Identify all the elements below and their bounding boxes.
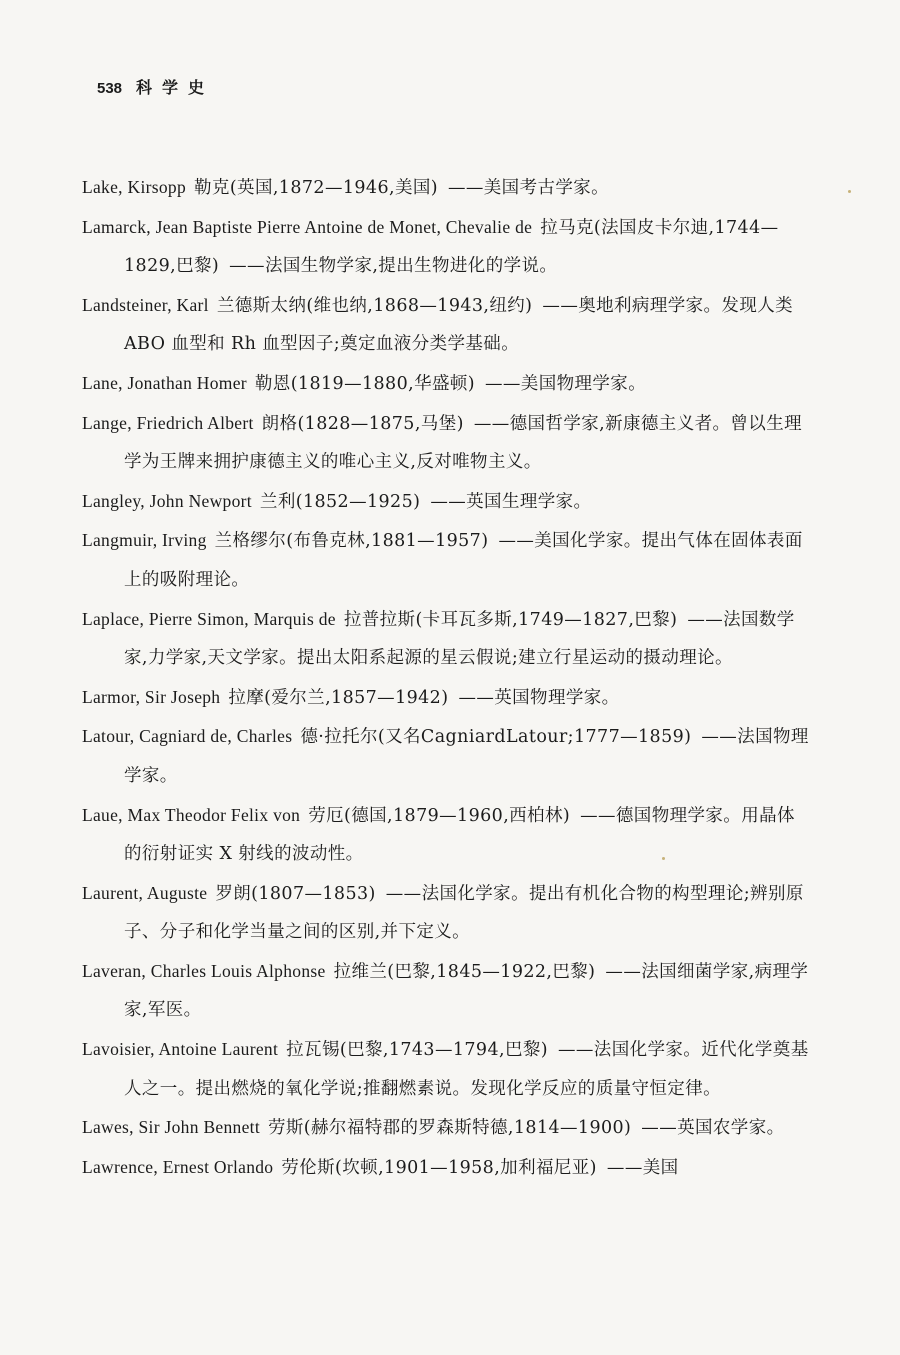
entry-name: Laue, Max Theodor Felix von	[82, 804, 301, 825]
entry-desc: ——英国农学家。	[641, 1118, 785, 1139]
entry-desc: ——美国物理学家。	[485, 373, 647, 394]
entry-name: Lavoisier, Antoine Laurent	[82, 1039, 279, 1060]
entry-name: Lake, Kirsopp	[82, 177, 187, 197]
entry-desc: ——法国化学家。提出有机化合物的构型理论;辨别原子、分子和化学当量之间的区别,并下定义。	[124, 883, 804, 943]
entry-langley	[82, 482, 812, 522]
entry-chinese: 拉普拉斯(卡耳瓦多斯,1749—1827,巴黎)	[343, 609, 678, 630]
glossary-entries	[82, 168, 812, 1187]
entry-laplace	[82, 600, 812, 678]
entry-chinese: 兰利(1852—1925)	[259, 491, 421, 512]
entry-desc: ——法国物理学家。	[124, 727, 809, 786]
entry-desc: ——法国化学家。近代化学奠基人之一。提出燃烧的氧化学说;推翻燃素说。发现化学反应的质量守恒定律。	[124, 1040, 809, 1099]
entry-laveran	[82, 952, 812, 1030]
entry-chinese: 德·拉托尔(又名CagniardLatour;1777—1859)	[300, 727, 692, 748]
entry-chinese: 拉马克(法国皮卡尔迪,1744—1829,巴黎)	[124, 217, 779, 277]
entry-desc: ——法国数学家,力学家,天文学家。提出太阳系起源的星云假说;建立行星运动的摄动理论。	[124, 609, 795, 669]
entry-name: Latour, Cagniard de, Charles	[82, 726, 293, 747]
entry-desc: ——德国哲学家,新康德主义者。曾以生理学为王牌来拥护康德主义的唯心主义,反对唯物主义。	[124, 413, 803, 473]
entry-name: Lange, Friedrich Albert	[82, 412, 254, 433]
entry-desc: ——法国生物学家,提出生物进化的学说。	[229, 256, 558, 277]
entry-lawrence	[82, 1148, 812, 1188]
entry-name: Landsteiner, Karl	[82, 294, 209, 315]
entry-lawes	[82, 1108, 812, 1148]
entry-chinese: 兰德斯太纳(维也纳,1868—1943,纽约)	[216, 295, 533, 316]
entry-laurent	[82, 874, 812, 952]
entry-chinese: 朗格(1828—1875,马堡)	[261, 413, 464, 434]
entry-chinese: 劳厄(德国,1879—1960,西柏林)	[308, 805, 571, 826]
page-number: 538	[97, 80, 123, 97]
entry-lamarck	[82, 208, 812, 286]
entry-desc: ——奥地利病理学家。发现人类 ABO 血型和 Rh 血型因子;奠定血液分类学基础。	[124, 295, 794, 355]
entry-chinese: 劳伦斯(坎顿,1901—1958,加利福尼亚)	[281, 1157, 597, 1178]
book-title: 科学史	[136, 78, 215, 97]
entry-name: Lane, Jonathan Homer	[82, 372, 247, 393]
entry-lavoisier	[82, 1030, 812, 1108]
entry-lake	[82, 168, 812, 208]
entry-langmuir	[82, 521, 812, 599]
entry-chinese: 拉摩(爱尔兰,1857—1942)	[228, 687, 449, 708]
entry-chinese: 勒恩(1819—1880,华盛顿)	[254, 373, 475, 394]
entry-name: Laplace, Pierre Simon, Marquis de	[82, 608, 336, 629]
entry-name: Lawrence, Ernest Orlando	[82, 1156, 274, 1177]
entry-lane	[82, 364, 812, 404]
running-header	[97, 75, 214, 98]
entry-chinese: 劳斯(赫尔福特郡的罗森斯特德,1814—1900)	[268, 1118, 632, 1139]
print-speck	[662, 857, 665, 860]
entry-larmor	[82, 678, 812, 718]
entry-name: Larmor, Sir Joseph	[82, 686, 221, 707]
entry-name: Laurent, Auguste	[82, 882, 208, 903]
entry-desc: ——法国细菌学家,病理学家,军医。	[124, 961, 809, 1021]
entry-landsteiner	[82, 286, 812, 364]
entry-name: Langmuir, Irving	[82, 530, 207, 551]
entry-lange	[82, 404, 812, 482]
entry-chinese: 勒克(英国,1872—1946,美国)	[194, 178, 438, 198]
entry-name: Lamarck, Jean Baptiste Pierre Antoine de Monet, Chevalie de	[82, 216, 533, 237]
entry-name: Langley, John Newport	[82, 490, 252, 511]
entry-desc: ——美国化学家。提出气体在固体表面上的吸附理论。	[124, 531, 803, 590]
entry-latour	[82, 717, 812, 795]
entry-desc: ——美国	[606, 1157, 679, 1178]
entry-chinese: 兰格缪尔(布鲁克林,1881—1957)	[214, 531, 489, 552]
entry-desc: ——美国考古学家。	[447, 178, 610, 198]
entry-chinese: 罗朗(1807—1853)	[215, 883, 376, 904]
print-speck	[848, 190, 851, 193]
entry-desc: ——德国物理学家。用晶体的衍射证实 X 射线的波动性。	[124, 805, 795, 865]
entry-laue	[82, 796, 812, 874]
entry-name: Lawes, Sir John Bennett	[82, 1117, 260, 1138]
entry-desc: ——英国生理学家。	[430, 491, 592, 512]
entry-chinese: 拉瓦锡(巴黎,1743—1794,巴黎)	[286, 1040, 548, 1061]
entry-desc: ——英国物理学家。	[458, 687, 620, 708]
entry-name: Laveran, Charles Louis Alphonse	[82, 960, 326, 981]
entry-chinese: 拉维兰(巴黎,1845—1922,巴黎)	[333, 961, 596, 982]
